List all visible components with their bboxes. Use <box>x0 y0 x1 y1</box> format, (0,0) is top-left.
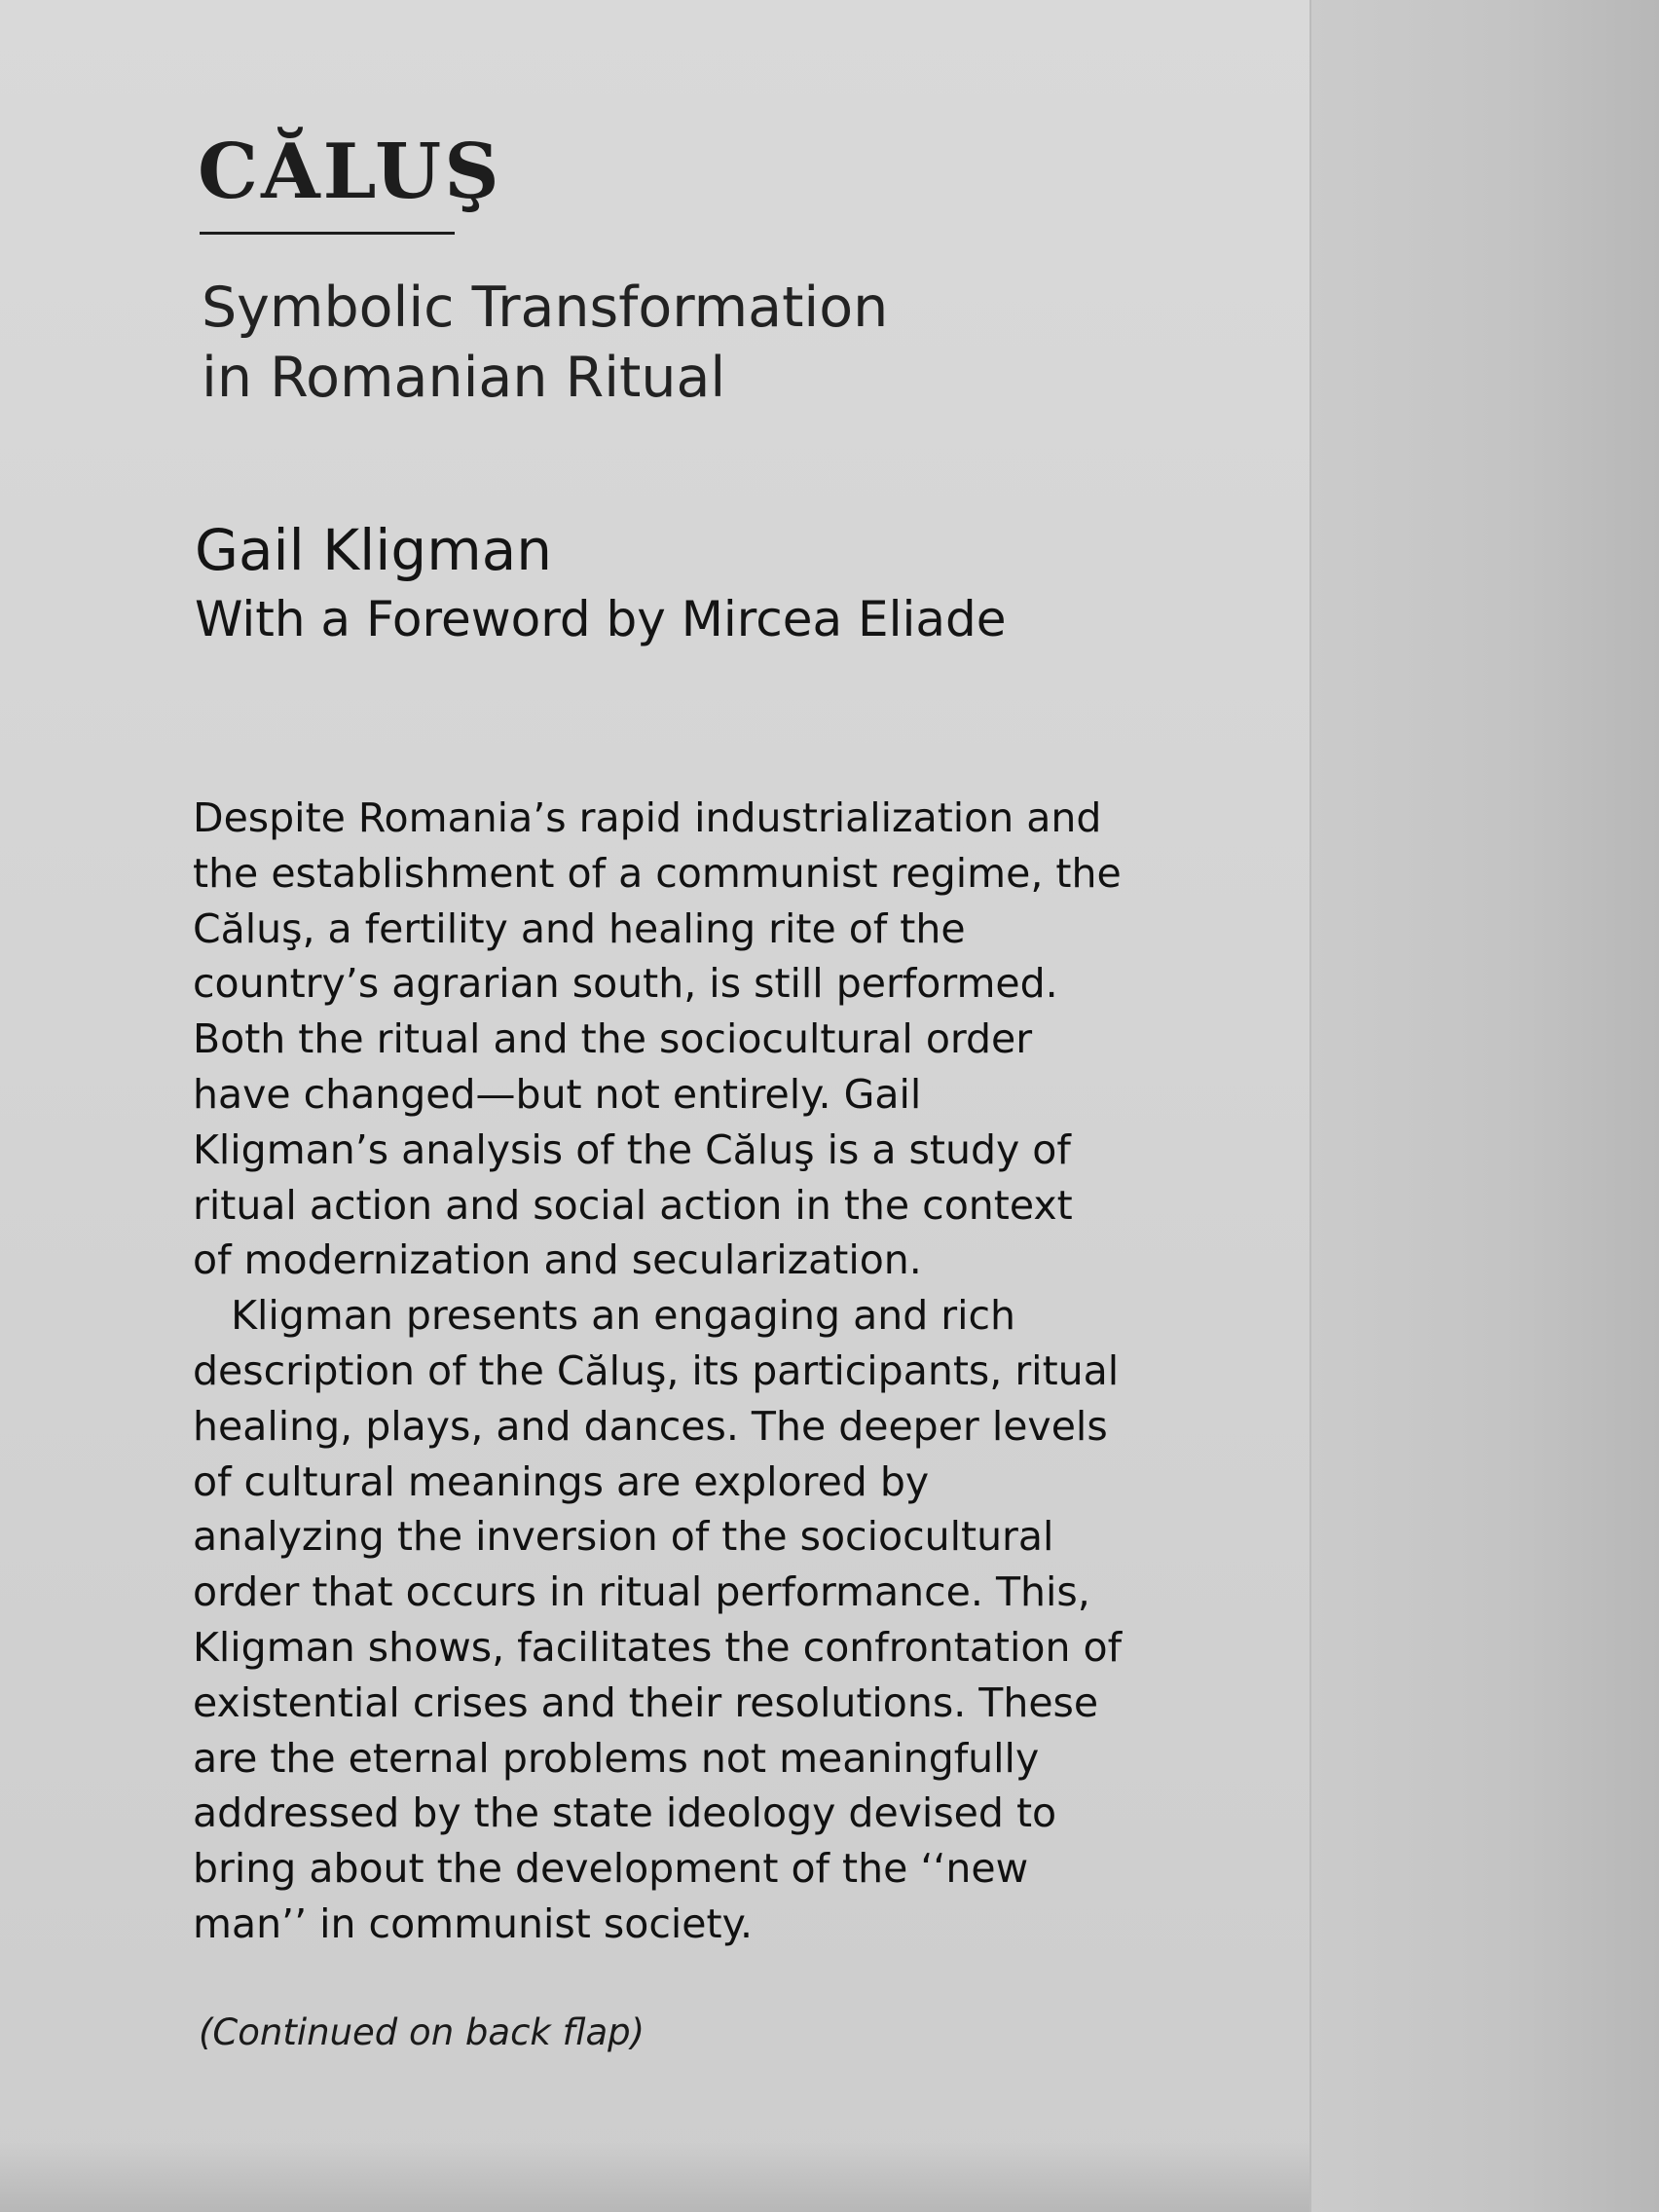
text-line: existential crises and their resolutions. These <box>193 1678 1099 1726</box>
text-line: Kligman shows, facilitates the confrontation of <box>193 1623 1123 1671</box>
author-name: Gail Kligman <box>195 517 553 583</box>
book-subtitle <box>202 273 888 413</box>
text-line: healing, plays, and dances. The deeper levels <box>193 1402 1108 1450</box>
text-line: analyzing the inversion of the sociocultural <box>193 1513 1054 1561</box>
book-cover-edge <box>1311 0 1659 2212</box>
text-line: Both the ritual and the sociocultural order <box>193 1015 1033 1063</box>
title-underline <box>200 232 455 235</box>
text-line: the establishment of a communist regime, the <box>193 849 1122 897</box>
text-line: have changed—but not entirely. Gail <box>193 1070 922 1118</box>
book-title: CĂLUŞ <box>198 128 502 216</box>
text-line: order that occurs in ritual performance. This, <box>193 1568 1090 1616</box>
text-line: Kligman’s analysis of the Căluş is a study of <box>193 1125 1071 1173</box>
bottom-shadow <box>0 2142 1309 2212</box>
continued-note: (Continued on back flap) <box>199 2011 645 2053</box>
text-line: ritual action and social action in the context <box>193 1181 1073 1229</box>
text-line: description of the Căluş, its participants, ritual <box>193 1346 1120 1394</box>
text-line: of cultural meanings are explored by <box>193 1457 930 1505</box>
subtitle-line: in Romanian Ritual <box>202 346 726 410</box>
subtitle-line: Symbolic Transformation <box>202 276 889 340</box>
text-line: Despite Romania’s rapid industrialization and <box>193 794 1102 841</box>
flap-description <box>193 791 1166 1952</box>
text-line: country’s agrarian south, is still performed. <box>193 960 1058 1008</box>
foreword-credit: With a Foreword by Mircea Eliade <box>195 591 1007 647</box>
text-line: man’’ in communist society. <box>193 1899 754 1947</box>
text-line: Kligman presents an engaging and rich <box>193 1292 1016 1340</box>
text-line: addressed by the state ideology devised to <box>193 1789 1057 1837</box>
text-line: are the eternal problems not meaningfully <box>193 1734 1040 1782</box>
text-line: Căluş, a fertility and healing rite of the <box>193 904 966 952</box>
text-line: bring about the development of the ‘‘new <box>193 1845 1029 1893</box>
text-line: of modernization and secularization. <box>193 1236 922 1284</box>
